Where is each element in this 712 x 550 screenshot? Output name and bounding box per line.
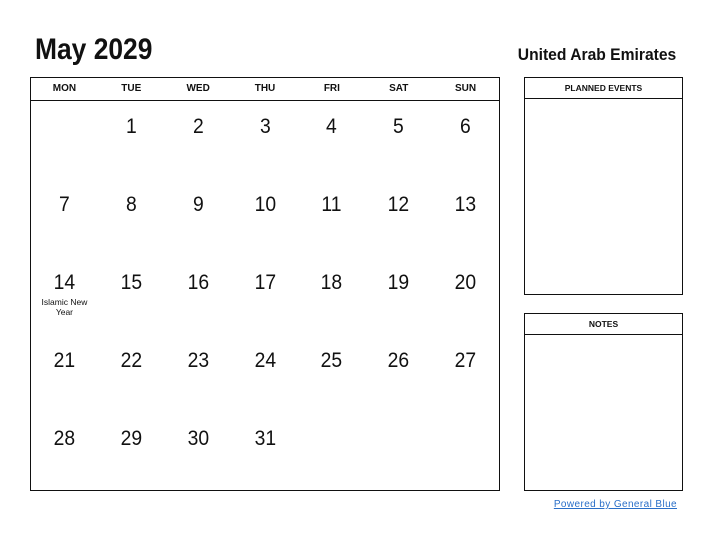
weekday-label: THU [254,83,276,94]
day-number: 15 [120,271,143,294]
day-number [368,413,430,427]
day-cell [98,101,165,179]
day-number: 23 [187,349,209,372]
day-cell [232,413,299,491]
day-cell [165,335,232,413]
weekday-label: WED [186,83,210,94]
day-cell [432,179,499,257]
day-cell [232,101,299,179]
notes-title: NOTES [525,314,682,335]
day-cell [31,335,98,413]
day-number: 3 [259,115,271,138]
day-cell [165,257,232,335]
day-number: 19 [387,271,410,294]
holiday-label: Islamic New Year [41,297,88,317]
day-number: 6 [460,115,471,138]
day-cell [31,179,98,257]
day-number: 27 [454,349,477,372]
day-number: 20 [454,271,477,294]
day-cell [365,179,432,257]
country-label: United Arab Emirates [517,45,676,64]
planned-events-panel [524,77,683,295]
day-number [34,101,95,115]
calendar-grid [30,77,500,491]
day-cell [98,179,165,257]
day-number: 21 [53,349,76,372]
calendar-body [31,101,499,491]
day-number: 22 [120,349,143,372]
day-cell [165,101,232,179]
day-cell [98,257,165,335]
day-number: 13 [454,193,477,216]
day-cell [31,257,98,335]
day-number: 11 [321,193,342,216]
day-number: 26 [387,349,410,372]
day-cell [165,413,232,491]
day-number: 14 [53,271,76,294]
day-number: 8 [125,193,137,216]
day-number: 7 [59,193,70,216]
weekday-label: SUN [455,83,477,94]
day-cell [98,413,165,491]
day-cell [365,101,432,179]
day-number [301,413,363,427]
day-number: 24 [254,349,276,372]
day-cell [298,335,365,413]
day-number: 2 [192,115,204,138]
day-cell [365,413,432,491]
day-cell [432,413,499,491]
day-number: 5 [393,115,405,138]
weekday-label: FRI [323,83,340,94]
day-number: 9 [192,193,204,216]
day-number: 16 [187,271,209,294]
weekday-label: MON [52,83,77,94]
day-cell [298,413,365,491]
planned-events-title: PLANNED EVENTS [525,78,682,99]
day-cell [31,101,98,179]
day-cell [165,179,232,257]
day-cell [298,101,365,179]
day-number: 30 [187,427,209,450]
weekday-label: SAT [389,83,409,94]
day-number: 28 [53,427,76,450]
day-number: 1 [125,115,137,138]
day-number: 12 [387,193,410,216]
day-cell [432,257,499,335]
day-cell [232,335,299,413]
day-cell [98,335,165,413]
day-cell [432,335,499,413]
day-number: 31 [254,427,276,450]
day-number: 29 [120,427,143,450]
day-number: 25 [321,349,343,372]
day-number: 17 [254,271,276,294]
day-number [435,413,496,427]
day-number: 18 [321,271,343,294]
day-cell [31,413,98,491]
month-title: May 2029 [35,33,153,66]
weekday-header-row [31,78,499,101]
day-cell [365,335,432,413]
notes-panel [524,313,683,491]
day-cell [298,179,365,257]
day-cell [232,179,299,257]
day-cell [365,257,432,335]
weekday-label: TUE [121,83,142,94]
powered-by-link[interactable]: Powered by General Blue [553,499,677,510]
day-cell [232,257,299,335]
day-number: 4 [326,115,338,138]
day-cell [432,101,499,179]
day-cell [298,257,365,335]
day-number: 10 [254,193,276,216]
